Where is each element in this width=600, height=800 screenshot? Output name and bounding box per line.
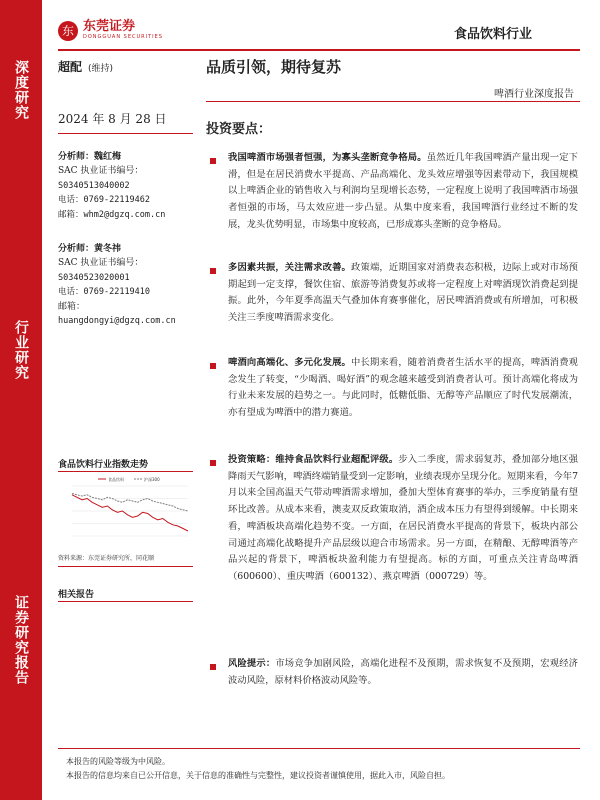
chart-legend-label: 沪深300 [144, 477, 160, 482]
key-point-lead: 啤酒向高端化、多元化发展。 [228, 357, 352, 368]
related-divider [58, 601, 193, 602]
report-title: 品质引领，期待复苏 [206, 58, 342, 76]
company-logo [58, 20, 163, 41]
index-trend-chart [58, 474, 194, 544]
analyst-email[interactable]: 邮箱：whm2@dgzq.com.cn [58, 209, 166, 220]
analyst-email[interactable]: huangdongyi@dgzq.com.cn [58, 316, 176, 327]
bullet-icon [210, 158, 216, 164]
analyst-phone: 电话：0769-22119410 [58, 287, 151, 298]
date-divider [58, 133, 193, 134]
key-point [228, 656, 578, 689]
sidebar-section-industry-research [0, 300, 42, 400]
analyst-email-label: 邮箱： [58, 301, 86, 312]
key-points-title: 投资要点： [206, 122, 272, 137]
logo-name: 东莞证券 [83, 19, 136, 34]
left-sidebar [0, 0, 42, 800]
footer-divider [58, 748, 580, 749]
sidebar-label-industry-research: 行业研究 [13, 320, 29, 380]
chart-source: 资料来源：东莞证券研究所，同花顺 [58, 555, 155, 562]
analyst-cert-label: SAC 执业证书编号： [58, 166, 144, 177]
chart-series-line [72, 494, 188, 512]
analyst-cert-label: SAC 执业证书编号： [58, 258, 144, 269]
industry-label: 食品饮料行业 [453, 27, 532, 42]
related-reports-heading: 相关报告 [58, 590, 95, 600]
key-point-text: 虽然近几年我国啤酒产量出现一定下滑，但是在居民消费水平提高、产品高端化、龙头效应增强等因素带动下，我国规模以上啤酒企业的销售收入与利润均呈现增长态势，一定程度上说明了我国啤酒市场强者恒强的市场，马太效应进一步凸显。从集中度来看，我国啤酒行业经过不断的发展，龙头优势明显，市场集中度较高，已形成寡头垄断的竞争格局。 [228, 152, 578, 230]
sidebar-section-securities-report [0, 570, 42, 710]
header-divider [58, 49, 580, 51]
chart-bottom-divider [58, 566, 193, 567]
disclaimer: 本报告的信息均来自已公开信息，关于信息的准确性与完整性，建议投资者谨慎使用，据此入市，风险自担。 [66, 771, 450, 780]
analyst-cert: S0340523020001 [58, 272, 130, 283]
chart-divider [58, 471, 193, 472]
key-point-text: 市场竞争加剧风险，高端化进程不及预期，需求恢复不及预期，宏观经济波动风险，原材料价格波动风险等。 [228, 658, 578, 686]
bullet-icon [210, 363, 216, 369]
bullet-icon [210, 460, 216, 466]
title-divider [206, 101, 580, 102]
key-point [228, 260, 578, 327]
rating-note: (维持) [88, 64, 114, 74]
bullet-icon [210, 664, 216, 670]
key-point-lead: 我国啤酒市场强者恒强，为寡头垄断竞争格局。 [228, 152, 427, 163]
analyst-card [58, 150, 198, 222]
rating [58, 58, 113, 75]
sidebar-label-securities-report: 证券研究报告 [13, 595, 29, 685]
risk-level-note: 本报告的风险等级为中风险。 [66, 757, 170, 766]
report-type: 啤酒行业深度报告 [494, 89, 574, 100]
chart-legend-label: 食品饮料 [108, 477, 124, 482]
key-point [228, 150, 578, 234]
key-point [228, 452, 578, 586]
analyst-name: 分析师：魏红梅 [58, 152, 122, 162]
key-point-text: 中长期来看，随着消费者生活水平的提高，啤酒消费观念发生了转变，“少喝酒、喝好酒”的观念越来越受到消费者认可。预计高端化将成为行业未来发展的趋势之一。与此同时，低糖低脂、无醇等产品顺应了时代发展潮流，亦有望成为啤酒中的潜力赛道。 [228, 357, 578, 419]
bullet-icon [210, 268, 216, 274]
sidebar-section-deep-research [0, 40, 42, 140]
logo-icon: 东 [58, 21, 78, 41]
analyst-phone: 电话：0769-22119462 [58, 195, 151, 206]
key-point-lead: 多因素共振，关注需求改善。 [228, 262, 352, 273]
key-point [228, 355, 578, 422]
sidebar-label-deep-research: 深度研究 [13, 60, 29, 120]
analyst-name: 分析师：黄冬祎 [58, 244, 122, 254]
key-point-text: 步入二季度，需求弱复苏，叠加部分地区强降雨天气影响，啤酒终端销量受到一定影响，业绩表现亦呈现分化。短期来看，今年7月以来全国高温天气带动啤酒需求增加，叠加大型体育赛事的举办，三季度销量有望环比改善。从成本来看，澳麦双反政策取消，酒企成本压力有望得到缓解。中长期来看，啤酒板块高端化趋势不变。一方面，在居民消费水平提高的背景下，板块内部公司通过高端化战略提升产品层级以迎合市场需求。另一方面，在精酿、无醇啤酒等产品兴起的背景下，啤酒板块盈利能力有望提高。标的方面，可重点关注青岛啤酒（600600）、重庆啤酒（600132）、燕京啤酒（000729）等。 [228, 454, 578, 582]
key-point-lead: 投资策略：维持食品饮料行业超配评级。 [228, 454, 399, 465]
chart-title: 食品饮料行业指数走势 [58, 460, 149, 470]
analyst-card [58, 242, 198, 328]
rating-label: 超配 [58, 60, 83, 74]
key-point-text: 政策端，近期国家对消费表态积极，边际上或对市场预期起到一定支撑，餐饮住宿、旅游等消费复苏或将一定程度上对啤酒现饮消费起到提振。此外，今年夏季高温天气叠加体育赛事催化，居民啤酒消费或有所增加，可积极关注三季度啤酒需求变化。 [228, 262, 578, 324]
key-point-lead: 风险提示： [228, 658, 276, 669]
analyst-cert: S0340513040002 [58, 180, 130, 191]
logo-english: DONGGUAN SECURITIES [83, 34, 163, 40]
report-date: 2024 年 8 月 28 日 [58, 112, 167, 126]
